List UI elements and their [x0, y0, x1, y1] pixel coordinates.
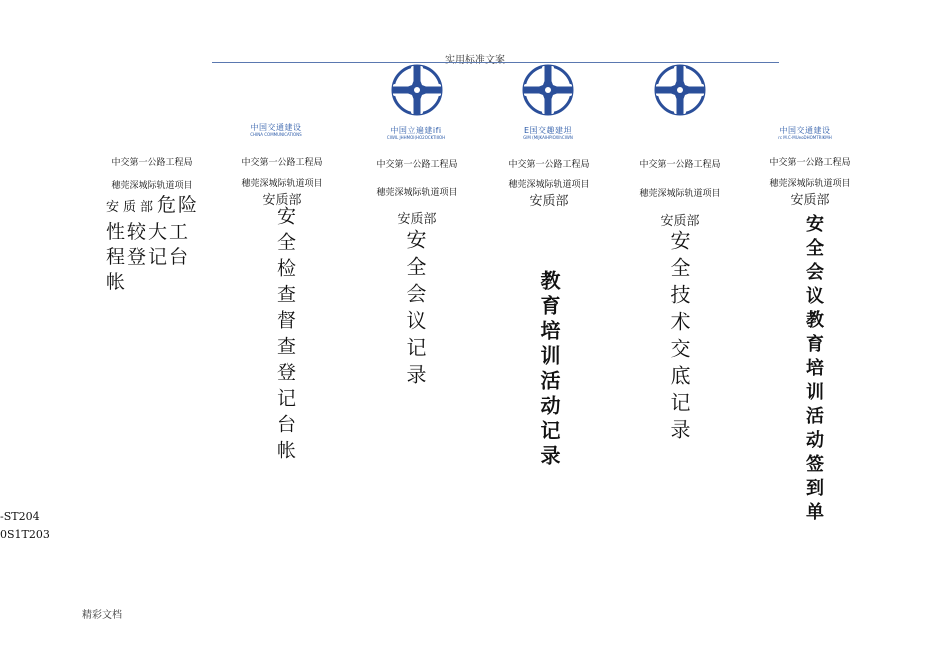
cccc-logo-emblem-icon	[389, 62, 445, 118]
project-line: 穗莞深城际轨道项目	[111, 181, 193, 191]
logo-subtext: CHINA COMMUNICATIONS	[250, 132, 302, 137]
logo-wordmark: 中国立遍建ifi	[390, 126, 442, 135]
page-header-title: 实用标准文案	[445, 55, 505, 66]
dept-label: 安质部	[106, 200, 158, 215]
dept-label: 安质部	[790, 193, 830, 208]
ledger-title-text: 危险性较大工程登记台帐	[106, 194, 200, 293]
code-line: 0S1T203	[0, 528, 50, 541]
company-line: 中交第一公路工程局	[769, 158, 851, 168]
dept-label: 安质部	[660, 214, 700, 229]
logo-subtext: CIWIL JHHMOI(HO2OCKTIIIOH	[386, 135, 446, 140]
project-line: 穗莞深城际轨道项目	[376, 188, 458, 198]
project-line: 穗莞深城际轨道项目	[508, 180, 590, 190]
company-line: 中交第一公路工程局	[111, 158, 193, 168]
logo-subtext: rc M.C-MUeoDHOMTRIKMH	[778, 135, 832, 140]
dept-label: 安质部	[397, 212, 437, 227]
dept-label: 安质部	[529, 194, 569, 209]
ledger-title: 安全检查督查登记台帐	[274, 206, 296, 466]
ledger-title: 安全技术交底记录	[667, 230, 691, 446]
cccc-logo-emblem-icon	[652, 62, 708, 118]
company-line: 中交第一公路工程局	[376, 160, 458, 170]
ledger-title: 安全会议记录	[403, 229, 427, 391]
code-list	[0, 508, 50, 544]
project-line: 穗莞深城际轨道项目	[639, 189, 721, 199]
project-line: 穗莞深城际轨道项目	[241, 179, 323, 189]
dept-label: 安质部	[262, 193, 302, 208]
logo-wordmark: 中国交通建设	[250, 123, 302, 132]
ledger-title: 安全会议教育培训活动签到单	[803, 214, 824, 526]
logo-wordmark: 中国交通建设	[779, 126, 831, 135]
page-footer-text: 精彩文档	[82, 610, 122, 621]
ledger-title	[106, 193, 202, 295]
ledger-title: 教育培训活动记录	[537, 270, 561, 470]
cccc-logo-emblem-icon	[520, 62, 576, 118]
code-line: -ST204	[0, 510, 40, 523]
company-line: 中交第一公路工程局	[241, 158, 323, 168]
company-line: 中交第一公路工程局	[508, 160, 590, 170]
company-line: 中交第一公路工程局	[639, 160, 721, 170]
logo-wordmark: E国交趣建坦	[523, 126, 573, 135]
project-line: 穗莞深城际轨道项目	[769, 179, 851, 189]
logo-subtext: GIM (MIJKAIHPIOXIhCIWN	[523, 135, 573, 140]
